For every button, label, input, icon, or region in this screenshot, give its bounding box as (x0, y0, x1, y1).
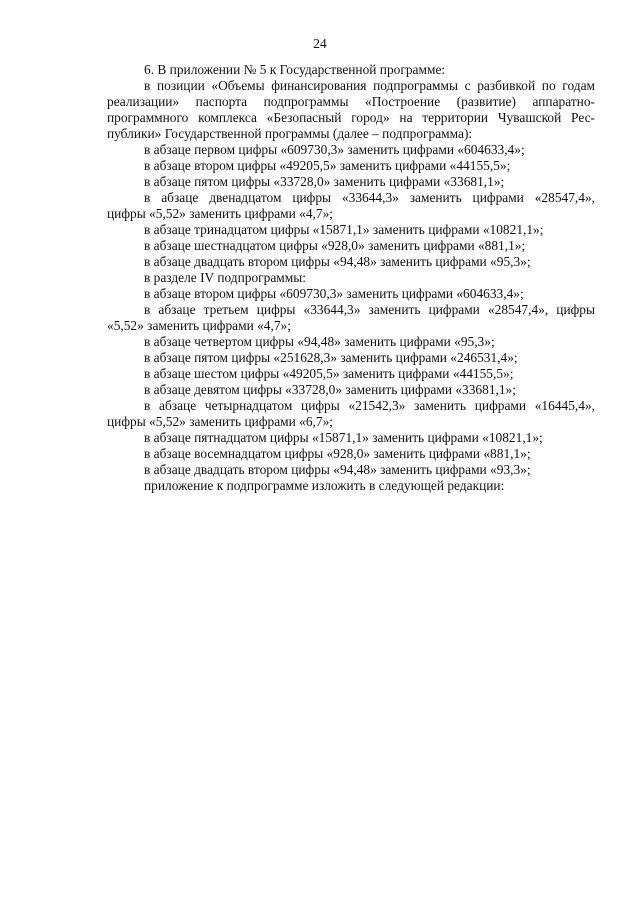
paragraph-line: приложение к подпрограмме изложить в следующей редакции: (144, 478, 505, 493)
paragraph-line: реализации» паспорта подпрограммы «Построение (развитие) аппаратно- (107, 94, 595, 109)
paragraph-line: в абзаце пятнадцатом цифры «15871,1» заменить цифрами «10821,1»; (144, 430, 543, 445)
paragraph-line: в абзаце втором цифры «609730,3» заменить цифрами «604633,4»; (144, 286, 524, 301)
paragraph-line: в абзаце двенадцатом цифры «33644,3» заменить цифрами «28547,4», (144, 190, 595, 205)
paragraph-line: в абзаце двадцать втором цифры «94,48» заменить цифрами «95,3»; (144, 254, 531, 269)
paragraph-line: в абзаце первом цифры «609730,3» заменить цифрами «604633,4»; (144, 142, 525, 157)
paragraph-line: в абзаце пятом цифры «251628,3» заменить цифрами «246531,4»; (144, 350, 518, 365)
paragraph-line: цифры «5,52» заменить цифрами «4,7»; (107, 206, 333, 221)
paragraph-line: в абзаце тринадцатом цифры «15871,1» заменить цифрами «10821,1»; (144, 222, 544, 237)
paragraph-line: программного комплекса «Безопасный город» на территории Чувашской Рес- (107, 110, 595, 125)
paragraph-line: публики» Государственной программы (далее – подпрограмма): (107, 126, 473, 141)
paragraph-line: в абзаце шестнадцатом цифры «928,0» заменить цифрами «881,1»; (144, 238, 526, 253)
document-body (107, 62, 595, 494)
paragraph-line: в абзаце девятом цифры «33728,0» заменить цифрами «33681,1»; (144, 382, 516, 397)
paragraph-line: в абзаце двадцать втором цифры «94,48» заменить цифрами «93,3»; (144, 462, 531, 477)
paragraph-line: в абзаце шестом цифры «49205,5» заменить цифрами «44155,5»; (144, 366, 514, 381)
page-number: 24 (313, 36, 327, 51)
paragraph-line: в абзаце третьем цифры «33644,3» заменить цифрами «28547,4», цифры (144, 302, 595, 317)
paragraph-line: цифры «5,52» заменить цифрами «6,7»; (107, 414, 333, 429)
paragraph-line: в разделе IV подпрограммы: (144, 270, 306, 285)
paragraph-line: в позиции «Объемы финансирования подпрограммы с разбивкой по годам (144, 78, 595, 93)
paragraph-line: в абзаце втором цифры «49205,5» заменить цифрами «44155,5»; (144, 158, 511, 173)
paragraph-line: в абзаце восемнадцатом цифры «928,0» заменить цифрами «881,1»; (144, 446, 531, 461)
paragraph-line: в абзаце четвертом цифры «94,48» заменить цифрами «95,3»; (144, 334, 495, 349)
paragraph-line: в абзаце четырнадцатом цифры «21542,3» заменить цифрами «16445,4», (144, 398, 595, 413)
paragraph-line: 6. В приложении № 5 к Государственной программе: (144, 62, 446, 77)
paragraph-line: «5,52» заменить цифрами «4,7»; (107, 318, 291, 333)
paragraph-line: в абзаце пятом цифры «33728,0» заменить цифрами «33681,1»; (144, 174, 505, 189)
